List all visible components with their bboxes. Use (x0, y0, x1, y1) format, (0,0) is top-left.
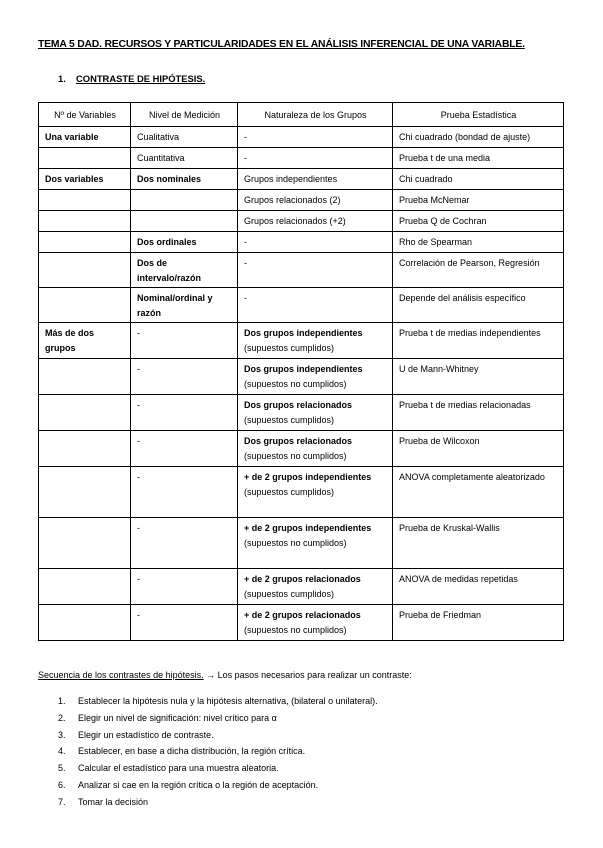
table-row (39, 127, 564, 148)
cell-num-variables (39, 190, 131, 211)
cell-num-variables (39, 569, 131, 605)
cell-statistical-test (393, 359, 564, 395)
cell-group-nature-text: - (244, 258, 247, 268)
cell-measurement-level-text: - (137, 328, 140, 338)
list-item (38, 777, 378, 794)
cell-measurement-level (131, 288, 238, 323)
cell-statistical-test-text: ANOVA de medidas repetidas (399, 574, 518, 584)
cell-measurement-level (131, 569, 238, 605)
cell-statistical-test-text: Prueba t de medias independientes (399, 328, 541, 338)
list-item (38, 693, 378, 710)
cell-statistical-test (393, 323, 564, 359)
cell-measurement-level (131, 518, 238, 569)
cell-measurement-level (131, 395, 238, 431)
cell-statistical-test-text: Prueba t de medias relacionadas (399, 400, 531, 410)
section-heading (58, 73, 205, 84)
table-row (39, 431, 564, 467)
cell-measurement-level (131, 190, 238, 211)
cell-measurement-level-text: Nominal/ordinal y razón (137, 293, 213, 318)
cell-statistical-test-text: ANOVA completamente aleatorizado (399, 472, 545, 482)
cell-statistical-test (393, 211, 564, 232)
cell-statistical-test-text: Prueba Q de Cochran (399, 216, 487, 226)
cell-group-nature (238, 395, 393, 431)
table-row (39, 190, 564, 211)
list-item (38, 727, 378, 744)
step-number: 5. (58, 763, 66, 774)
cell-statistical-test-text: Correlación de Pearson, Regresión (399, 258, 540, 268)
cell-group-nature-text: Grupos independientes (244, 174, 338, 184)
table-body (39, 127, 564, 641)
cell-statistical-test (393, 288, 564, 323)
cell-group-nature-note: (supuestos cumplidos) (244, 486, 335, 497)
cell-group-nature (238, 569, 393, 605)
cell-statistical-test (393, 148, 564, 169)
cell-num-variables (39, 323, 131, 359)
list-item (38, 710, 378, 727)
cell-measurement-level-text: - (137, 610, 140, 620)
cell-num-variables-text: Más de dos grupos (45, 328, 95, 353)
cell-group-nature (238, 605, 393, 641)
cell-measurement-level-text: - (137, 523, 140, 533)
cell-group-nature-note: (supuestos no cumplidos) (244, 537, 347, 548)
cell-num-variables (39, 211, 131, 232)
cell-group-nature (238, 359, 393, 395)
sequence-heading-line (38, 670, 412, 680)
cell-group-nature (238, 323, 393, 359)
step-text: Establecer la hipótesis nula y la hipótesis alternativa, (bilateral o unilateral). (78, 696, 378, 706)
cell-num-variables (39, 605, 131, 641)
cell-num-variables (39, 288, 131, 323)
cell-group-nature (238, 232, 393, 253)
cell-group-nature-text: Dos grupos independientes (244, 328, 363, 338)
cell-statistical-test (393, 253, 564, 288)
cell-measurement-level (131, 148, 238, 169)
cell-group-nature (238, 518, 393, 569)
hypothesis-tests-table (38, 102, 564, 641)
table-row (39, 323, 564, 359)
section-label: CONTRASTE DE HIPÓTESIS. (76, 73, 206, 84)
cell-statistical-test-text: Prueba t de una media (399, 153, 491, 163)
cell-group-nature-text: Dos grupos relacionados (244, 400, 353, 410)
cell-group-nature-text: Dos grupos relacionados (244, 436, 353, 446)
cell-group-nature-text: - (244, 293, 247, 303)
step-number: 6. (58, 779, 66, 790)
cell-measurement-level-text: - (137, 400, 140, 410)
cell-num-variables (39, 395, 131, 431)
cell-group-nature-note: (supuestos no cumplidos) (244, 450, 347, 461)
table-row (39, 211, 564, 232)
cell-group-nature (238, 169, 393, 190)
table-row (39, 148, 564, 169)
cell-measurement-level (131, 359, 238, 395)
table-row (39, 232, 564, 253)
cell-group-nature-text: + de 2 grupos independientes (244, 472, 372, 482)
cell-statistical-test (393, 190, 564, 211)
sequence-intro: Los pasos necesarios para realizar un contraste: (217, 670, 412, 680)
cell-statistical-test (393, 569, 564, 605)
cell-group-nature-text: - (244, 153, 247, 163)
table-row (39, 169, 564, 190)
cell-measurement-level-text: Dos de intervalo/razón (137, 258, 202, 283)
step-number: 4. (58, 746, 66, 757)
cell-group-nature-note: (supuestos no cumplidos) (244, 378, 347, 389)
cell-measurement-level-text: Dos ordinales (137, 237, 197, 247)
cell-measurement-level (131, 431, 238, 467)
step-text: Establecer, en base a dicha distribución, la región crítica. (78, 746, 306, 757)
cell-statistical-test-text: Prueba de Kruskal-Wallis (399, 523, 500, 533)
table-header-row (39, 103, 564, 127)
cell-measurement-level (131, 127, 238, 148)
cell-group-nature-text: - (244, 237, 247, 247)
list-item (38, 743, 378, 760)
cell-num-variables (39, 232, 131, 253)
cell-measurement-level (131, 232, 238, 253)
step-number: 2. (58, 712, 66, 723)
cell-num-variables (39, 127, 131, 148)
cell-group-nature-note: (supuestos no cumplidos) (244, 624, 347, 635)
cell-group-nature-text: Dos grupos independientes (244, 364, 363, 374)
cell-statistical-test (393, 395, 564, 431)
arrow-glyph: → (203, 670, 218, 680)
cell-statistical-test-text: Rho de Spearman (399, 237, 473, 247)
cell-group-nature-text: Grupos relacionados (+2) (244, 216, 346, 226)
cell-group-nature-text: - (244, 132, 247, 142)
cell-num-variables (39, 431, 131, 467)
table-row (39, 467, 564, 518)
cell-group-nature (238, 211, 393, 232)
step-number: 7. (58, 796, 66, 807)
list-item (38, 760, 378, 777)
table-row (39, 359, 564, 395)
step-text: Analizar si cae en la región crítica o la región de aceptación. (78, 779, 319, 790)
header-group-nature: Naturaleza de los Grupos (238, 103, 393, 127)
cell-statistical-test (393, 232, 564, 253)
cell-statistical-test (393, 431, 564, 467)
cell-measurement-level (131, 211, 238, 232)
cell-group-nature (238, 467, 393, 518)
cell-statistical-test (393, 605, 564, 641)
table-row (39, 518, 564, 569)
cell-num-variables (39, 253, 131, 288)
step-text: Tomar la decisión (78, 796, 149, 807)
cell-num-variables (39, 518, 131, 569)
cell-statistical-test-text: Depende del análisis específico (399, 293, 526, 303)
cell-measurement-level-text: Cuantitativa (137, 153, 185, 163)
cell-statistical-test (393, 467, 564, 518)
cell-group-nature-text: + de 2 grupos relacionados (244, 574, 361, 584)
cell-measurement-level (131, 323, 238, 359)
cell-group-nature-note: (supuestos cumplidos) (244, 588, 335, 599)
cell-measurement-level (131, 169, 238, 190)
table-row (39, 288, 564, 323)
cell-measurement-level (131, 253, 238, 288)
cell-statistical-test-text: Prueba de Wilcoxon (399, 436, 480, 446)
sequence-heading: Secuencia de los contrastes de hipótesis. (38, 670, 204, 680)
table-row (39, 253, 564, 288)
cell-measurement-level (131, 467, 238, 518)
table-row (39, 395, 564, 431)
cell-measurement-level-text: - (137, 364, 140, 374)
cell-num-variables (39, 148, 131, 169)
document-title: TEMA 5 DAD. RECURSOS Y PARTICULARIDADES EN EL ANÁLISIS INFERENCIAL DE UNA VARIABLE. (38, 39, 525, 50)
cell-statistical-test-text: Prueba de Friedman (399, 610, 482, 620)
cell-num-variables (39, 467, 131, 518)
cell-statistical-test (393, 127, 564, 148)
cell-group-nature (238, 431, 393, 467)
cell-num-variables (39, 169, 131, 190)
cell-group-nature-text: Grupos relacionados (2) (244, 195, 341, 205)
cell-statistical-test (393, 169, 564, 190)
cell-num-variables (39, 359, 131, 395)
cell-measurement-level-text: - (137, 574, 140, 584)
cell-group-nature-text: + de 2 grupos relacionados (244, 610, 361, 620)
cell-num-variables-text: Dos variables (45, 174, 104, 184)
cell-measurement-level-text: Cualitativa (137, 132, 180, 142)
cell-group-nature (238, 127, 393, 148)
cell-statistical-test-text: Chi cuadrado (bondad de ajuste) (399, 132, 531, 142)
cell-group-nature (238, 148, 393, 169)
cell-group-nature (238, 253, 393, 288)
cell-statistical-test (393, 518, 564, 569)
step-number: 1. (58, 696, 66, 706)
cell-group-nature (238, 190, 393, 211)
cell-measurement-level-text: - (137, 436, 140, 446)
header-num-variables: Nº de Variables (39, 103, 131, 127)
header-measurement-level: Nivel de Medición (131, 103, 238, 127)
step-text: Calcular el estadístico para una muestra aleatoria. (78, 763, 279, 774)
cell-measurement-level-text: Dos nominales (137, 174, 202, 184)
cell-group-nature (238, 288, 393, 323)
cell-group-nature-note: (supuestos cumplidos) (244, 414, 335, 425)
header-statistical-test: Prueba Estadística (393, 103, 564, 127)
sequence-steps-list (38, 693, 378, 811)
cell-measurement-level-text: - (137, 472, 140, 482)
step-text: Elegir un estadístico de contraste. (78, 729, 214, 740)
cell-measurement-level (131, 605, 238, 641)
cell-group-nature-note: (supuestos cumplidos) (244, 342, 335, 353)
step-number: 3. (58, 729, 66, 740)
section-number: 1. (58, 73, 66, 84)
table-row (39, 569, 564, 605)
step-text: Elegir un nivel de significación: nivel crítico para α (78, 712, 277, 723)
cell-num-variables-text: Una variable (45, 132, 99, 142)
list-item (38, 794, 378, 811)
cell-group-nature-text: + de 2 grupos independientes (244, 523, 372, 533)
cell-statistical-test-text: U de Mann-Whitney (399, 364, 479, 374)
cell-statistical-test-text: Prueba McNemar (399, 195, 470, 205)
table-row (39, 605, 564, 641)
cell-statistical-test-text: Chi cuadrado (399, 174, 453, 184)
